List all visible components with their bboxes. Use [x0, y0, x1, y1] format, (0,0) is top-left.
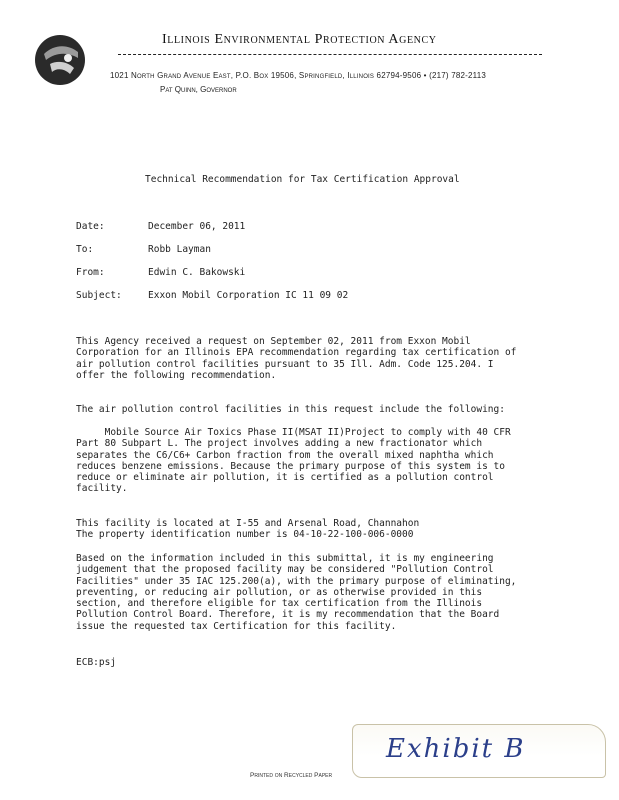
text-line: preventing, or reducing air pollution, or as otherwise provided in this — [76, 586, 483, 598]
memo-value: Exxon Mobil Corporation IC 11 09 02 — [148, 290, 349, 301]
agency-address: 1021 North Grand Avenue East, P.O. Box 19506, Springfield, Illinois 62794-9506 • (217) 782-2113 — [110, 71, 487, 80]
intro-paragraph — [76, 336, 516, 381]
memo-label: Date: — [76, 221, 105, 232]
memo-value: Robb Layman — [148, 244, 211, 255]
agency-seal-logo — [34, 34, 86, 86]
text-line: The air pollution control facilities in this request include the following: — [76, 404, 505, 415]
memo-label: Subject: — [76, 290, 122, 301]
text-line: Part 80 Subpart L. The project involves adding a new fractionator which — [76, 438, 483, 450]
text-line: reduce or eliminate air pollution, it is certified as a pollution control — [76, 472, 494, 484]
text-line: ECB:psj — [76, 657, 117, 668]
recycled-paper-note: Printed on Recycled Paper — [250, 772, 333, 779]
memo-label: From: — [76, 267, 105, 278]
document-title: Technical Recommendation for Tax Certification Approval — [145, 174, 460, 185]
governor-line: Pat Quinn, Governor — [160, 85, 237, 94]
memo-from-row — [76, 267, 245, 278]
memo-value: Edwin C. Bakowski — [148, 267, 246, 278]
text-line: offer the following recommendation. — [76, 369, 277, 381]
facility-description — [76, 427, 511, 495]
agency-name: Illinois Environmental Protection Agency — [162, 32, 437, 47]
text-line: section, and therefore eligible for tax certification from the Illinois — [76, 598, 483, 610]
text-line: separates the C6/C6+ Carbon fraction from the overall mixed naphtha which — [76, 449, 494, 461]
text-line: facility. — [76, 483, 128, 495]
text-line: Mobile Source Air Toxics Phase II(MSAT II)Project to comply with 40 CFR — [76, 427, 511, 438]
text-line: This Agency received a request on September 02, 2011 from Exxon Mobil — [76, 336, 471, 347]
text-line: Facilities" under 35 IAC 125.200(a), with the primary purpose of eliminating, — [76, 575, 517, 587]
text-line: air pollution control facilities pursuant to 35 Ill. Adm. Code 125.204. I — [76, 358, 494, 370]
text-line: Pollution Control Board. Therefore, it is my recommendation that the Board — [76, 609, 500, 621]
text-line: Based on the information included in this submittal, it is my engineering — [76, 553, 494, 564]
text-line: judgement that the proposed facility may be considered "Pollution Control — [76, 564, 494, 576]
typist-initials — [76, 657, 116, 668]
facility-location — [76, 518, 419, 541]
text-line: Corporation for an Illinois EPA recommendation regarding tax certification of — [76, 347, 517, 359]
memo-to-row — [76, 244, 211, 255]
text-line: reduces benzene emissions. Because the primary purpose of this system is to — [76, 460, 505, 472]
text-line: The property identification number is 04-10-22-100-006-0000 — [76, 529, 414, 541]
memo-subject-row — [76, 290, 348, 301]
facilities-intro — [76, 404, 505, 415]
memo-label: To: — [76, 244, 94, 255]
exhibit-label: Exhibit B — [386, 734, 526, 764]
recommendation-paragraph — [76, 553, 516, 632]
letterhead-rule — [118, 54, 542, 55]
memo-value: December 06, 2011 — [148, 221, 246, 232]
text-line: This facility is located at I-55 and Arsenal Road, Channahon — [76, 518, 420, 529]
memo-date-row — [76, 221, 245, 232]
text-line: issue the requested tax Certification for this facility. — [76, 620, 397, 632]
